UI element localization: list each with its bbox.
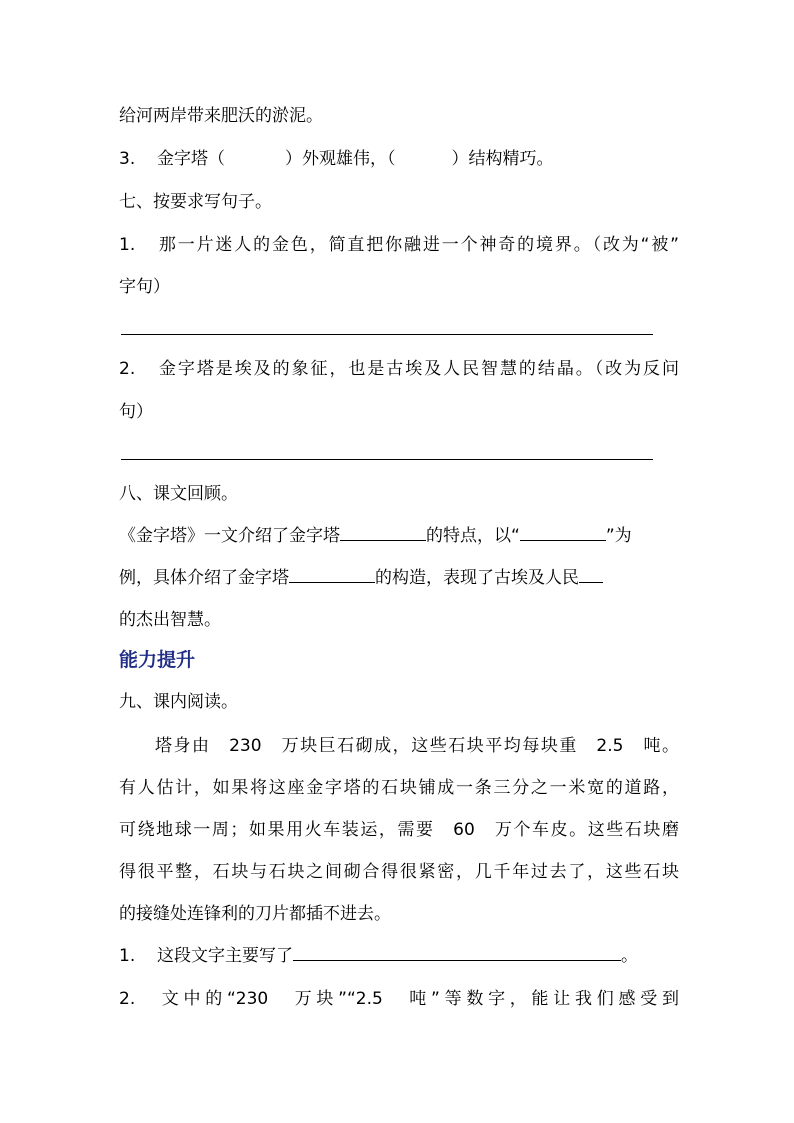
passage-line: 得很平整，石块与石块之间砌合得很紧密，几千年过去了，这些石块 (119, 862, 679, 882)
fill-blank[interactable] (289, 566, 375, 583)
passage-line: 有人估计，如果将这座金字塔的石块铺成一条三分之一米宽的道路， (119, 778, 679, 798)
question-number: 1. (119, 235, 136, 255)
question-number: 1. (119, 946, 136, 966)
passage-line: 可绕地球一周；如果用火车装运，需要 60 万个车皮。这些石块磨 (119, 820, 679, 840)
question-7-2-line-2: 句） (119, 402, 153, 422)
fill-blank[interactable] (520, 524, 606, 541)
question-3-line: 3. 金字塔（ ）外观雄伟，（ ）结构精巧。 (119, 149, 554, 169)
question-7-1-line-1: 1. 那一片迷人的金色，简直把你融进一个神奇的境界。（改为“被” (119, 235, 679, 255)
question-9-2-line: 2. 文中的“230 万块”“2.5 吨”等数字，能让我们感受到 (119, 989, 679, 1009)
section-8-title: 八、课文回顾。 (119, 484, 238, 504)
answer-line[interactable] (121, 334, 653, 335)
review-line-2: 例，具体介绍了金字塔 的构造，表现了古埃及人民 (119, 566, 679, 590)
question-9-1-line: 1. 这段文字主要写了 。 (119, 946, 638, 966)
question-number: 3. (119, 149, 136, 169)
answer-line[interactable] (121, 459, 653, 460)
fill-blank[interactable] (293, 944, 621, 961)
passage-line: 的接缝处连锋利的刀片都插不进去。 (119, 904, 391, 924)
section-9-title: 九、课内阅读。 (119, 692, 238, 712)
section-7-title: 七、按要求写句子。 (119, 192, 272, 212)
section-heading: 能力提升 (119, 649, 196, 671)
text-line-continuation: 给河两岸带来肥沃的淤泥。 (119, 106, 323, 126)
passage-line: 塔身由 230 万块巨石砌成，这些石块平均每块重 2.5 吨。 (155, 736, 679, 756)
review-line-3: 的杰出智慧。 (119, 610, 221, 630)
question-7-1-line-2: 字句） (119, 277, 170, 297)
question-number: 2. (119, 359, 136, 379)
question-number: 2. (119, 989, 136, 1009)
question-7-2-line-1: 2. 金字塔是埃及的象征，也是古埃及人民智慧的结晶。（改为反问 (119, 359, 679, 379)
review-line-1: 《金字塔》一文介绍了金字塔 的特点，以“ ”为 (119, 526, 632, 546)
fill-blank[interactable] (340, 524, 426, 541)
fill-blank[interactable] (579, 566, 603, 583)
